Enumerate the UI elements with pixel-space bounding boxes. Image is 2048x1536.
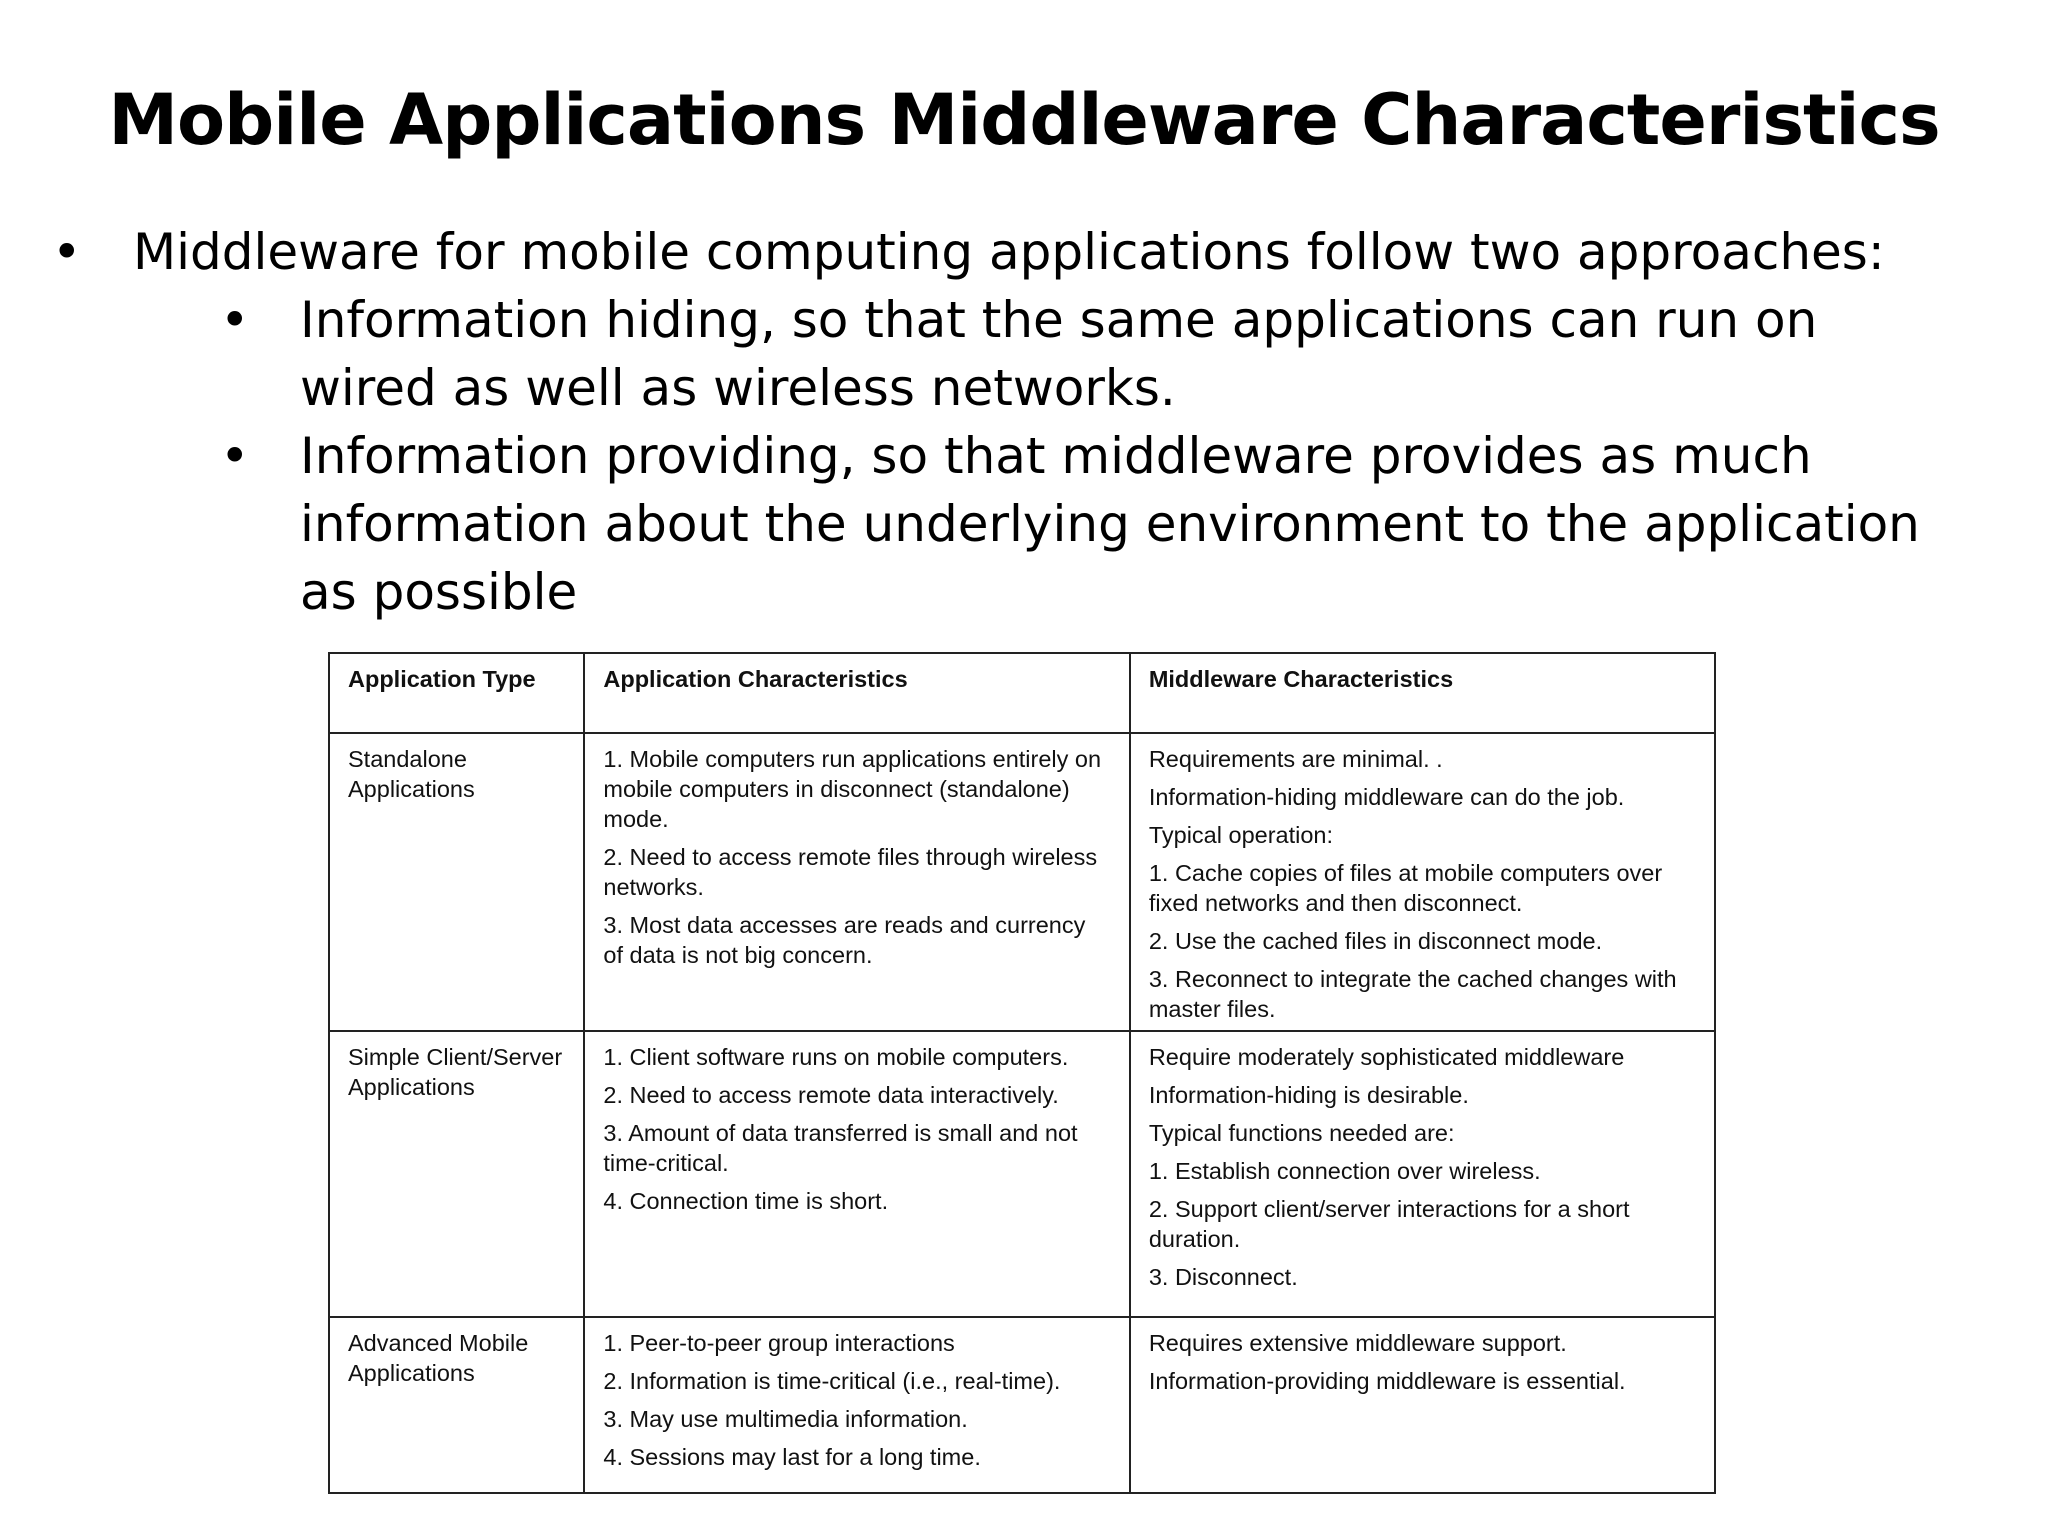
cell-middleware-characteristics — [1130, 1317, 1715, 1493]
bullet-dot: • — [52, 223, 82, 281]
cell-line: 3. Most data accesses are reads and currency of data is not big concern. — [603, 912, 1086, 968]
header-middleware-characteristics: Middleware Characteristics — [1130, 653, 1715, 733]
cell-line: 4. Connection time is short. — [603, 1188, 889, 1214]
cell-line: Information-hiding middleware can do the job. — [1148, 784, 1625, 810]
cell-line: 1. Client software runs on mobile computers. — [603, 1044, 1069, 1070]
cell-line: Information-providing middleware is essential. — [1148, 1368, 1626, 1394]
bullet-sub-information-providing — [0, 422, 1940, 626]
cell-line: 2. Need to access remote data interactively. — [603, 1082, 1059, 1108]
table-row — [329, 733, 1715, 1031]
cell-line: 2. Information is time-critical (i.e., real-time). — [603, 1368, 1061, 1394]
cell-line: 1. Mobile computers run applications entirely on mobile computers in disconnect (standalone) mode. — [603, 746, 1102, 832]
bullet-dot: • — [220, 291, 250, 349]
cell-line: 1. Peer-to-peer group interactions — [603, 1330, 955, 1356]
cell-application-type: Advanced Mobile Applications — [329, 1317, 584, 1493]
bullet-main-text: Middleware for mobile computing applications follow two approaches: — [133, 223, 1885, 281]
slide-title: Mobile Applications Middleware Characteristics — [108, 79, 1940, 161]
cell-line: 3. May use multimedia information. — [603, 1406, 968, 1432]
table-row — [329, 1317, 1715, 1493]
table-header-row — [329, 653, 1715, 733]
cell-application-characteristics — [584, 733, 1129, 1031]
cell-line: Information-hiding is desirable. — [1148, 1082, 1469, 1108]
bullet-sub-text: Information providing, so that middleware provides as much information about the underlying environment to the application as possible — [300, 427, 1920, 621]
cell-line: 2. Use the cached files in disconnect mode. — [1148, 928, 1603, 954]
cell-line: Typical functions needed are: — [1148, 1120, 1455, 1146]
header-application-characteristics: Application Characteristics — [584, 653, 1129, 733]
header-application-type: Application Type — [329, 653, 584, 733]
cell-line: 3. Amount of data transferred is small and not time-critical. — [603, 1120, 1078, 1176]
bullet-dot: • — [220, 427, 250, 485]
cell-application-type: Simple Client/Server Applications — [329, 1031, 584, 1317]
bullet-sub-information-hiding — [0, 286, 1940, 422]
bullet-sub-text: Information hiding, so that the same applications can run on wired as well as wireless networks. — [300, 291, 1818, 417]
cell-line: 2. Need to access remote files through wireless networks. — [603, 844, 1098, 900]
cell-line: 4. Sessions may last for a long time. — [603, 1444, 981, 1470]
cell-application-characteristics — [584, 1317, 1129, 1493]
cell-application-type: Standalone Applications — [329, 733, 584, 1031]
cell-application-characteristics — [584, 1031, 1129, 1317]
cell-line: Requirements are minimal. . — [1148, 746, 1443, 772]
cell-line: Typical operation: — [1148, 822, 1334, 848]
bullet-main — [0, 218, 2048, 286]
cell-line: 1. Establish connection over wireless. — [1148, 1158, 1541, 1184]
middleware-characteristics-table — [328, 652, 1716, 1494]
bullet-list — [0, 218, 2048, 626]
cell-line: 1. Cache copies of files at mobile computers over fixed networks and then disconnect. — [1148, 860, 1663, 916]
cell-line: Requires extensive middleware support. — [1148, 1330, 1567, 1356]
cell-line: 3. Reconnect to integrate the cached changes with master files. — [1148, 966, 1677, 1022]
cell-middleware-characteristics — [1130, 733, 1715, 1031]
cell-line: 3. Disconnect. — [1148, 1264, 1298, 1290]
cell-line: Require moderately sophisticated middleware — [1148, 1044, 1625, 1070]
table-row — [329, 1031, 1715, 1317]
cell-middleware-characteristics — [1130, 1031, 1715, 1317]
cell-line: 2. Support client/server interactions for a short duration. — [1148, 1196, 1630, 1252]
